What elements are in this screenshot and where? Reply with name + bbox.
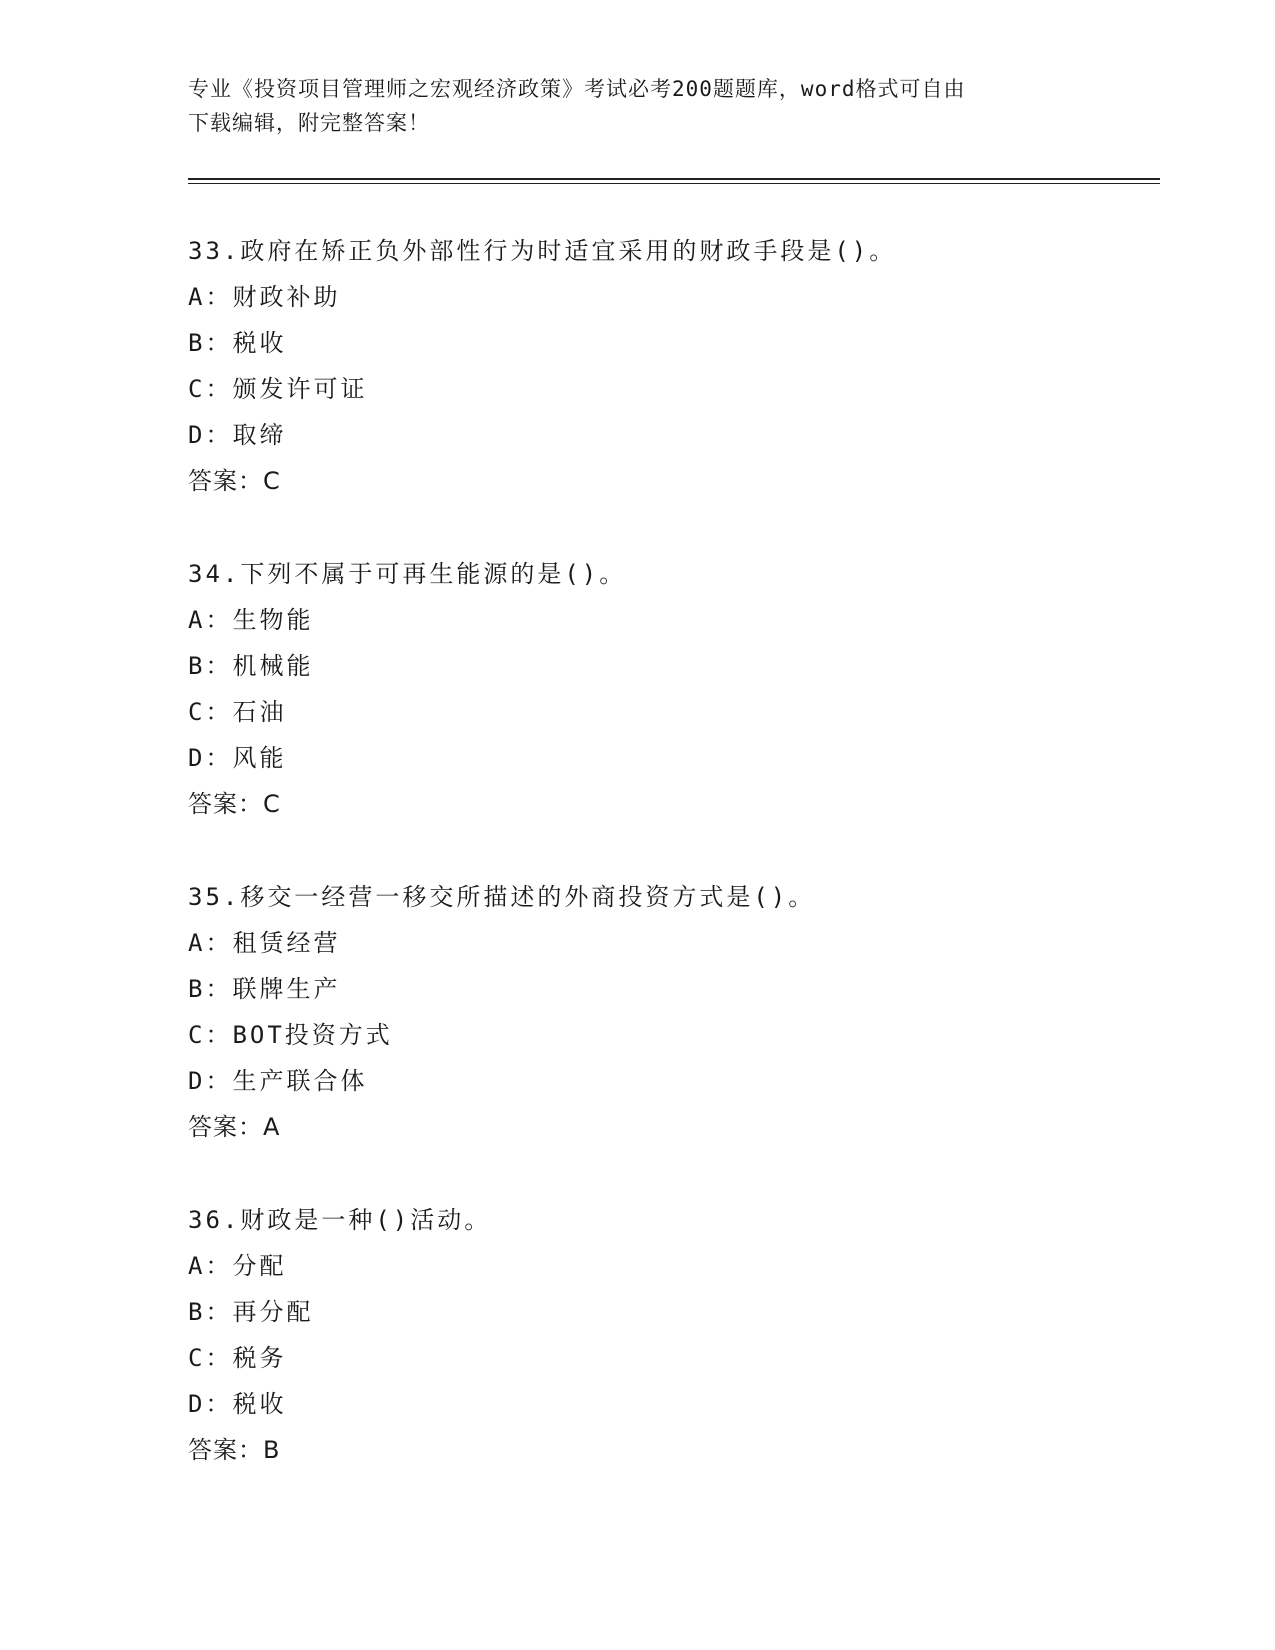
question-stem: 34.下列不属于可再生能源的是()。 [188,560,627,588]
header-divider-thin [188,183,1160,184]
option-text: 颁发许可证 [232,375,368,403]
option-text: 税收 [232,329,287,357]
question-35 [188,874,1168,1150]
option-b [188,1289,1168,1335]
option-letter: B： [188,652,233,680]
option-letter: A： [188,929,233,957]
question-stem: 35.移交一经营一移交所描述的外商投资方式是()。 [188,883,816,911]
option-text: 石油 [232,698,287,726]
option-c [188,1335,1168,1381]
option-a [188,920,1168,966]
question-33 [188,228,1168,504]
option-letter: C： [188,1344,233,1372]
option-text: 租赁经营 [232,929,341,957]
option-letter: D： [188,1390,233,1418]
option-letter: D： [188,1067,233,1095]
header-line-2: 下载编辑，附完整答案！ [188,111,430,135]
option-text: 生物能 [232,606,314,634]
option-b [188,643,1168,689]
option-text: 联牌生产 [232,975,341,1003]
option-a [188,597,1168,643]
question-36 [188,1197,1168,1473]
answer-line: 答案：A [188,1113,281,1141]
option-a [188,1243,1168,1289]
option-d [188,1381,1168,1427]
option-letter: B： [188,975,233,1003]
answer-line: 答案：C [188,790,281,818]
option-letter: A： [188,606,233,634]
option-d [188,412,1168,458]
option-letter: C： [188,698,233,726]
option-text: 取缔 [232,421,287,449]
option-text: 分配 [232,1252,287,1280]
option-c [188,689,1168,735]
option-letter: B： [188,329,233,357]
option-text: 生产联合体 [232,1067,368,1095]
option-letter: D： [188,421,233,449]
option-text: 再分配 [232,1298,314,1326]
question-stem: 33.政府在矫正负外部性行为时适宜采用的财政手段是()。 [188,237,897,265]
option-c [188,1012,1168,1058]
answer-line: 答案：B [188,1436,281,1464]
option-letter: D： [188,744,233,772]
header-divider-thick [188,178,1160,180]
option-text: 风能 [232,744,287,772]
option-b [188,320,1168,366]
option-text: BOT投资方式 [232,1021,393,1049]
option-text: 税务 [232,1344,287,1372]
answer-line: 答案：C [188,467,281,495]
header-line-1: 专业《投资项目管理师之宏观经济政策》考试必考200题题库，word格式可自由 [188,77,966,101]
option-letter: A： [188,1252,233,1280]
option-c [188,366,1168,412]
option-text: 税收 [232,1390,287,1418]
option-letter: C： [188,1021,233,1049]
option-a [188,274,1168,320]
option-text: 机械能 [232,652,314,680]
option-letter: A： [188,283,233,311]
option-b [188,966,1168,1012]
option-letter: B： [188,1298,233,1326]
document-header [188,72,1088,140]
option-text: 财政补助 [232,283,341,311]
option-d [188,1058,1168,1104]
question-34 [188,551,1168,827]
question-stem: 36.财政是一种()活动。 [188,1206,492,1234]
option-letter: C： [188,375,233,403]
option-d [188,735,1168,781]
